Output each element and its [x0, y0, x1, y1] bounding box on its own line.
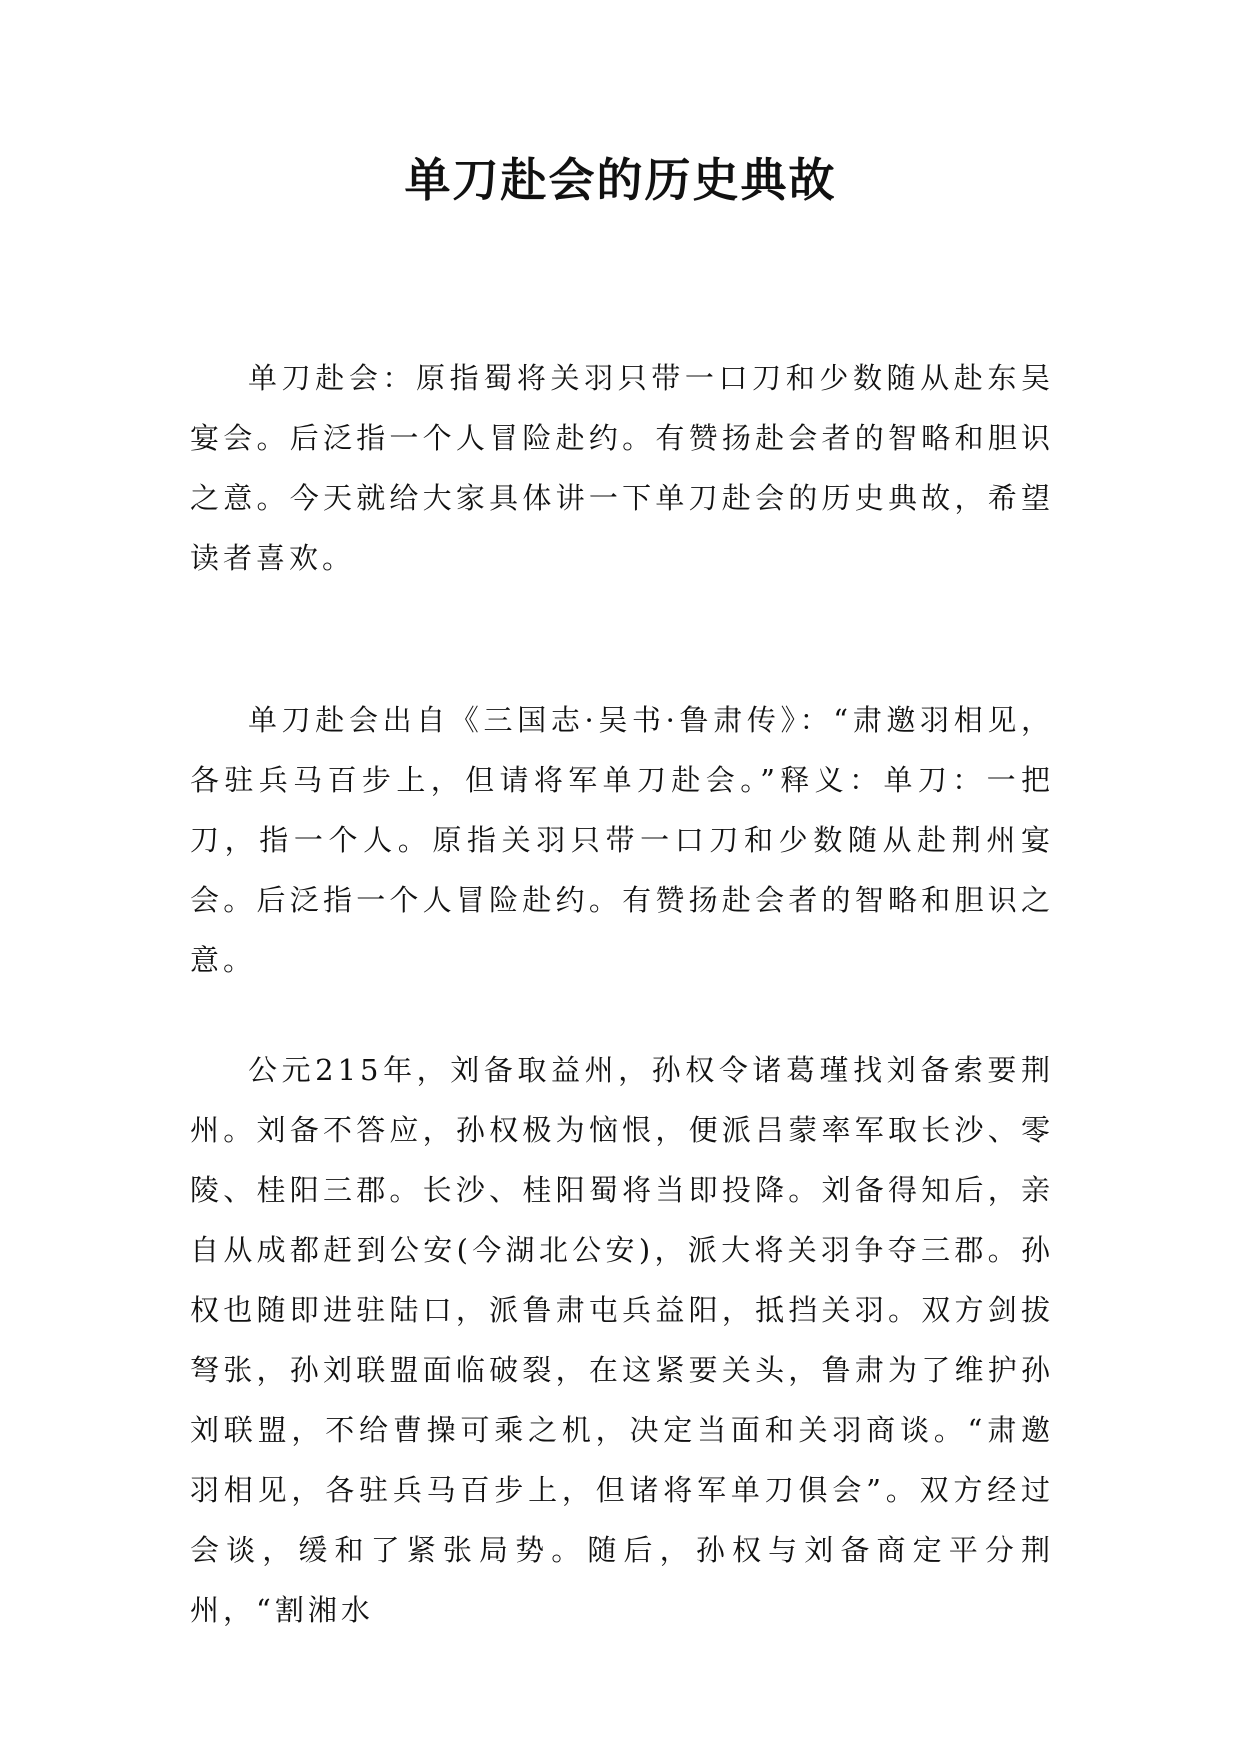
document-title: 单刀赴会的历史典故	[404, 153, 837, 207]
paragraph-history: 公元215年，刘备取益州，孙权令诸葛瑾找刘备索要荆州。刘备不答应，孙权极为恼恨，便派吕蒙率军取长沙、零陵、桂阳三郡。长沙、桂阳蜀将当即投降。刘备得知后，亲自从成都赶到公安(今湖北公安)，派大将关羽争夺三郡。孙权也随即进驻陆口，派鲁肃屯兵益阳，抵挡关羽。双方剑拔弩张，孙刘联盟面临破裂，在这紧要关头，鲁肃为了维护孙刘联盟，不给曹操可乘之机，决定当面和关羽商谈。“肃邀羽相见，各驻兵马百步上，但诸将军单刀俱会”。双方经过会谈，缓和了紧张局势。随后，孙权与刘备商定平分荆州，“割湘水	[190, 1053, 1054, 1627]
paragraph-origin: 单刀赴会出自《三国志·吴书·鲁肃传》：“肃邀羽相见，各驻兵马百步上，但请将军单刀赴会。”释义：单刀：一把刀，指一个人。原指关羽只带一口刀和少数随从赴荆州宴会。后泛指一个人冒险赴约。有赞扬赴会者的智略和胆识之意。	[190, 703, 1054, 977]
paragraph-intro: 单刀赴会：原指蜀将关羽只带一口刀和少数随从赴东吴宴会。后泛指一个人冒险赴约。有赞扬赴会者的智略和胆识之意。今天就给大家具体讲一下单刀赴会的历史典故，希望读者喜欢。	[190, 361, 1054, 575]
